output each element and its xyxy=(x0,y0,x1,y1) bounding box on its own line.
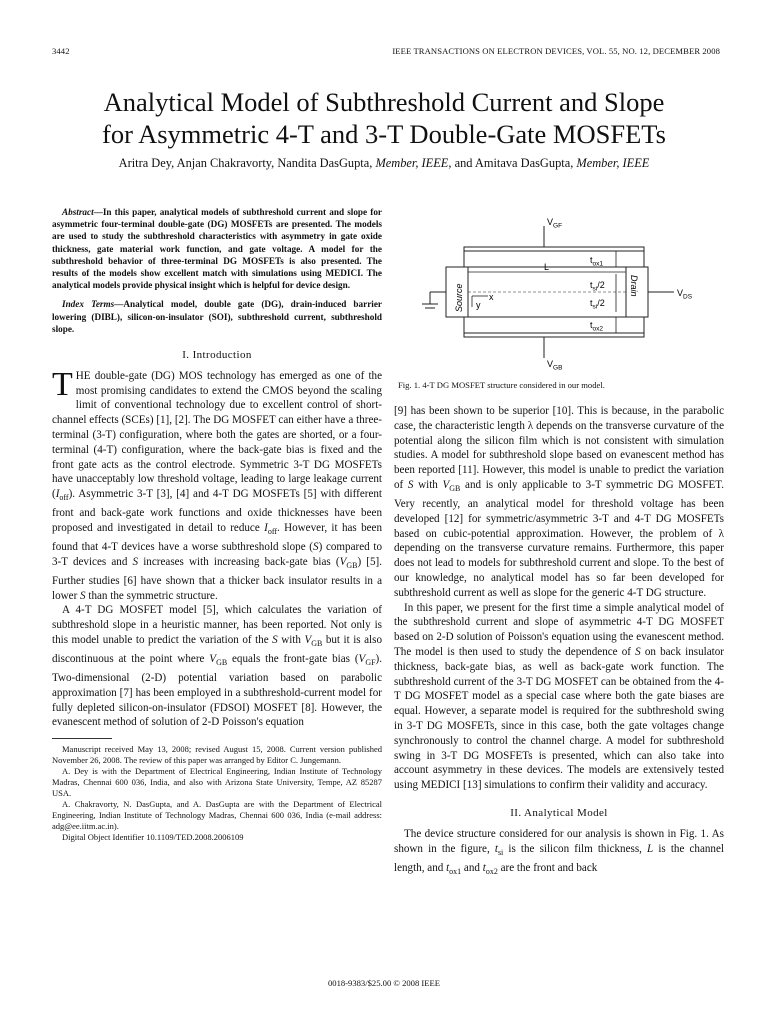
index-terms-text: —Analytical model, double gate (DG), drain-induced barrier lowering (DIBL), silicon-on-insulator (SOI), subthreshold current, subthreshold slope. xyxy=(52,299,382,334)
footnote-rule xyxy=(52,738,112,739)
label-y: y xyxy=(476,300,481,310)
label-tsi-top: $t_{si}/2$ xyxy=(590,280,605,293)
authors-part-1: Aritra Dey, Anjan Chakravorty, Nandita DasGupta, xyxy=(118,156,376,170)
front-gate xyxy=(464,247,644,251)
title-line-2: for Asymmetric 4-T and 3-T Double-Gate MOSFETs xyxy=(102,119,666,149)
label-x: x xyxy=(489,292,494,302)
back-gate xyxy=(464,333,644,337)
label-vgf: $V_{GF}$ xyxy=(547,217,563,230)
abstract-text: —In this paper, analytical models of subthreshold current and slope for asymmetric four-terminal double-gate (DG) MOSFETs are presented. The models are used to study the subthreshold characteristics with asymmetry in gate oxide thickness, gate material work function, and gate voltage. A model for the subthreshold behavior of three-terminal DG MOSFETs is also presented. The results of the models show excellent match with simulations using MEDICI. The analytical models provide physical insight which is helpful for device design. xyxy=(52,207,382,291)
right-paragraph-3-text: The device structure considered for our analysis is shown in Fig. 1. As shown in the figure, $t_{si}$ is the silicon film thickness, L is the channel length, and $t_{ox1}$ and $t_{ox2}$ are the front and back xyxy=(394,827,724,876)
author-role-1: Member, IEEE xyxy=(375,156,449,170)
section-heading-analytical-model: II. Analytical Model xyxy=(510,806,608,819)
left-column xyxy=(52,206,382,843)
intro-paragraph-1 xyxy=(52,365,383,604)
author-role-2: Member, IEEE xyxy=(576,156,650,170)
footnote-affiliation-1: A. Dey is with the Department of Electrical Engineering, Indian Institute of Technology Madras, Chennai 600 036, India, and also with Arizona State University, Tempe, AZ 85287 USA. xyxy=(52,766,382,799)
title-line-1: Analytical Model of Subthreshold Current and Slope xyxy=(103,87,665,117)
footnote-affiliation-2: A. Chakravorty, N. DasGupta, and A. DasGupta are with the Department of Electrical Engineering, Indian Institute of Technology Madras, Chennai 600 036, India (e-mail address: adg@ee.iitm.ac.in). xyxy=(52,799,382,832)
page-number: 3442 xyxy=(52,46,70,56)
right-paragraph-2 xyxy=(394,601,724,793)
section-heading-introduction: I. Introduction xyxy=(182,349,252,362)
journal-header: IEEE TRANSACTIONS ON ELECTRON DEVICES, VOL. 55, NO. 12, DECEMBER 2008 xyxy=(392,46,720,56)
label-vgb: $V_{GB}$ xyxy=(547,359,563,372)
right-paragraph-1 xyxy=(394,404,724,601)
intro-paragraph-2-text: A 4-T DG MOSFET model [5], which calculates the variation of subthreshold slope in a heuristic manner, has been reported. Not only is this model unable to predict the variation of the S with $V_{GB}$ but it is also discontinuous at the point where $V_{GB}$ equals the front-gate bias $(V_{GF})$. Two-dimensional (2-D) potential variation based on parabolic approximation [7] has been employed in a subthreshold-current model for fully depleted silicon-on-insulator (FDSOI) MOSFET [8]. However, the evanescent method of solution of 2-D Poisson's equation xyxy=(52,604,382,729)
footnote-doi: Digital Object Identifier 10.1109/TED.2008.2006109 xyxy=(62,832,244,843)
figure-caption: Fig. 1. 4-T DG MOSFET structure considered in our model. xyxy=(398,380,605,390)
intro-paragraph-1-text: HE double-gate (DG) MOS technology has emerged as one of the most promising candidates to extend the CMOS beyond the scaling limit of conventional technology due to excellent control of short-channel effects (SCEs) [1], [2]. The DG MOSFET can either have a three-terminal (3-T) configuration, where both the gates are shorted, or a four-terminal (4-T) configuration, where the back-gate bias is fixed and the front gate acts as the control electrode. Symmetric 3-T DG MOSFETs have unacceptably low threshold voltage, leading to large leakage current $(I_{off})$. Asymmetric 3-T [3], [4] and 4-T DG MOSFETs [5] with different front and back-gate work functions and oxide thicknesses have been proposed and investigated in detail to reduce $I_{off}$. However, it has been found that 4-T devices have a worse subthreshold slope (S) compared to 3-T devices and S increases with increasing back-gate bias $(V_{GB})$ [5]. Further studies [6] have shown that a thicker back insulator results in a lower S than the symmetric structure. xyxy=(52,369,383,602)
copyright-footer: 0018-9383/$25.00 © 2008 IEEE xyxy=(327,978,441,988)
label-vds: $V_{DS}$ xyxy=(677,288,693,301)
index-terms xyxy=(52,298,382,335)
label-drain: Drain xyxy=(629,275,639,297)
right-paragraph-1-text: [9] has been shown to be superior [10]. This is because, in the parabolic case, the characteristic length λ depends on the transverse curvature of the potential along the silicon film which is not consistent with simulation studies. A model for subthreshold slope based on evanescent method has been reported [11]. However, this model is unable to predict the variation of S with $V_{GB}$ and is only applicable to 3-T symmetric DG MOSFET. Very recently, an analytical model for threshold voltage has been developed [12] for symmetric/asymmetric 3-T and 4-T DG MOSFETs based on cubic-potential approximation. However, the problem of λ depending on the transverse curvature remains. Furthermore, this paper does not lead to models for subthreshold current and slope. To the best of our knowledge, no analytical model has so far been developed for subthreshold current as well as slope for the generic 4-T DG structure. xyxy=(394,405,725,599)
label-l: L xyxy=(544,262,550,272)
drop-cap: T xyxy=(52,365,73,403)
label-tsi-bottom: $t_{si}/2$ xyxy=(590,298,605,311)
right-paragraph-3 xyxy=(394,827,724,880)
authors-part-2: , and Amitava DasGupta, xyxy=(448,156,577,170)
figure-1 xyxy=(394,212,724,372)
paper-title xyxy=(40,86,728,150)
back-oxide xyxy=(464,317,644,333)
label-source: Source xyxy=(454,283,464,312)
index-terms-label: Index Terms xyxy=(62,299,115,310)
label-tox2: $t_{ox2}$ xyxy=(590,320,603,333)
label-tox1: $t_{ox1}$ xyxy=(590,255,603,268)
front-oxide xyxy=(464,251,644,267)
abstract-label: Abstract xyxy=(62,207,94,217)
author-list xyxy=(40,156,728,171)
intro-paragraph-2 xyxy=(52,603,382,730)
abstract xyxy=(52,206,382,291)
mosfet-structure-diagram xyxy=(394,212,724,372)
right-paragraph-2-text: In this paper, we present for the first time a simple analytical model of the subthreshold current and slope of asymmetric 4-T DG MOSFET based on 2-D solution of Poisson's equation using the evanescent method. The model is then used to study the dependence of S on back insulator thickness, back-gate bias, as well as back-gate work function. The subthreshold current of the 3-T DG MOSFET can be obtained from the 4-T DG MOSFET model as a special case where both the gate biases are equal. However, a separate model is required for the subthreshold swing in 3-T DG MOSFETs, since in this case, both the gate voltages change synchronously to control the channel charge. A model for subthreshold swing in 3-T DG MOSFETs is presented, which can also take into account asymmetry in these devices. The models are extensively tested using MEDICI [13] simulations to confirm their validity and accuracy. xyxy=(394,601,724,792)
right-column xyxy=(394,404,724,880)
footnote-manuscript: Manuscript received May 13, 2008; revised August 15, 2008. Current version published November 26, 2008. The review of this paper was arranged by Editor C. Jungemann. xyxy=(52,744,382,766)
